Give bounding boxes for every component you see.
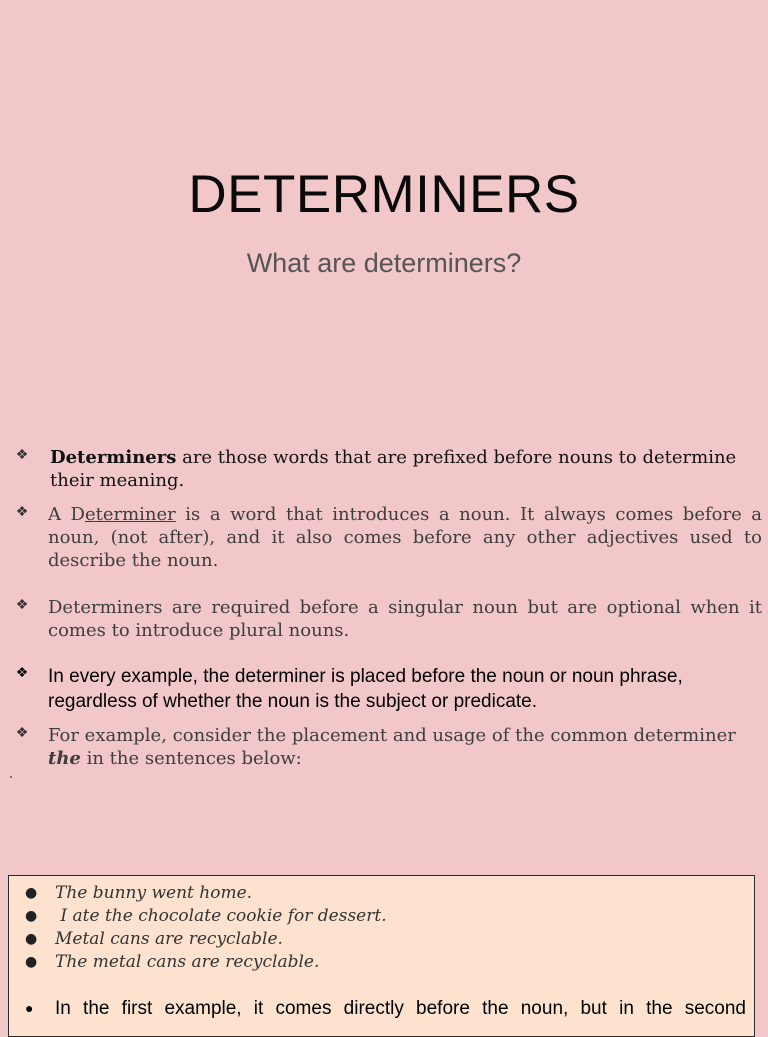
- bullet-text: in the sentences below:: [80, 748, 302, 769]
- page-title: DETERMINERS: [188, 165, 580, 224]
- diamond-bullet-icon: ❖: [15, 447, 29, 463]
- bullet-text: are those words that are prefixed before nouns to determine their meaning.: [50, 447, 737, 491]
- diamond-bullet-icon: ❖: [15, 665, 29, 681]
- diamond-bullet-icon: ❖: [15, 504, 29, 520]
- bullet-prefix: For example, consider the placement and usage of the common determiner: [48, 725, 736, 746]
- page-subtitle: What are determiners?: [246, 248, 522, 278]
- underlined-term: eterminer: [84, 504, 176, 525]
- example-sentence: The bunny went home.: [55, 883, 253, 903]
- bullet-dot-icon: ●: [25, 1000, 34, 1016]
- example-sentence: I ate the chocolate cookie for dessert.: [55, 906, 387, 926]
- bullet-prefix: A D: [48, 504, 85, 525]
- bullet-bold-term: Determiners: [50, 447, 177, 468]
- bullet-dot-icon: ●: [25, 954, 38, 970]
- bullet-text: is a word that introduces a noun. It always comes before a noun, (not after), and it also comes before any other adjectives used to describe the noun.: [48, 504, 762, 571]
- bullet-text: Determiners are required before a singular noun but are optional when it comes to introduce plural nouns.: [48, 597, 762, 641]
- note-text: In the first example, it comes directly before the noun, but in the second: [55, 998, 746, 1019]
- bullet-dot-icon: ●: [25, 931, 38, 947]
- stray-dot: [10, 776, 12, 778]
- bullet-text: In every example, the determiner is placed before the noun or noun phrase, regardless of whether the noun is the subject or predicate.: [48, 666, 683, 712]
- bullet-dot-icon: ●: [25, 885, 38, 901]
- example-sentence: Metal cans are recyclable.: [55, 929, 283, 949]
- example-box: [8, 875, 755, 1037]
- diamond-bullet-icon: ❖: [15, 597, 29, 613]
- example-sentence: The metal cans are recyclable.: [55, 952, 320, 972]
- bold-italic-term: the: [48, 748, 81, 769]
- bullet-dot-icon: ●: [25, 908, 38, 924]
- diamond-bullet-icon: ❖: [15, 725, 29, 741]
